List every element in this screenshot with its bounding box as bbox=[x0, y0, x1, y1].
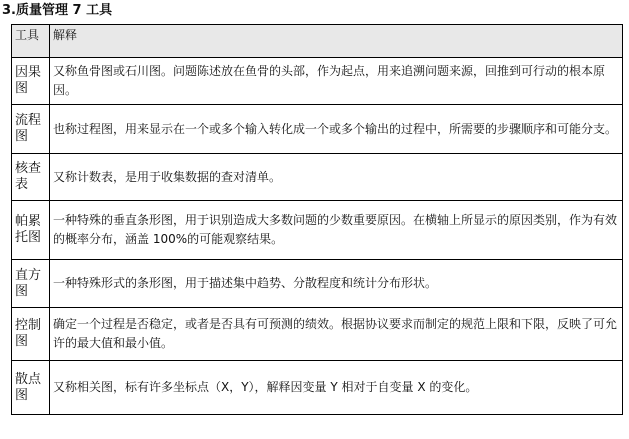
tool-description-cell: 也称过程图，用来显示在一个或多个输入转化成一个或多个输出的过程中，所需要的步骤顺序和可能分支。 bbox=[50, 105, 623, 154]
tool-description-cell: 一种特殊形式的条形图，用于描述集中趋势、分散程度和统计分布形状。 bbox=[50, 260, 623, 308]
document-title: 3.质量管理 7 工具 bbox=[2, 3, 113, 18]
tool-name-cell: 流程图 bbox=[12, 105, 50, 154]
table-row bbox=[12, 201, 623, 260]
tool-description-cell: 又称鱼骨图或石川图。问题陈述放在鱼骨的头部，作为起点，用来追溯问题来源，回推到可行动的根本原因。 bbox=[50, 58, 623, 105]
tool-name-cell: 控制图 bbox=[12, 308, 50, 361]
header-tool: 工具 bbox=[12, 25, 50, 58]
table-row bbox=[12, 105, 623, 154]
table-row bbox=[12, 361, 623, 415]
tool-name-cell: 散点图 bbox=[12, 361, 50, 415]
tool-name-cell: 直方图 bbox=[12, 260, 50, 308]
tool-description-cell: 又称计数表，是用于收集数据的查对清单。 bbox=[50, 154, 623, 201]
header-description: 解释 bbox=[50, 25, 623, 58]
quality-tools-table bbox=[11, 24, 623, 415]
table-row bbox=[12, 260, 623, 308]
tool-name-cell: 因果图 bbox=[12, 58, 50, 105]
table-row bbox=[12, 58, 623, 105]
tool-name-cell: 帕累托图 bbox=[12, 201, 50, 260]
table-row bbox=[12, 154, 623, 201]
table-row bbox=[12, 308, 623, 361]
tool-description-cell: 确定一个过程是否稳定，或者是否具有可预测的绩效。根据协议要求而制定的规范上限和下限，反映了可允许的最大值和最小值。 bbox=[50, 308, 623, 361]
tool-description-cell: 又称相关图，标有许多坐标点（X，Y），解释因变量 Y 相对于自变量 X 的变化。 bbox=[50, 361, 623, 415]
table-header-row bbox=[12, 25, 623, 58]
tool-description-cell: 一种特殊的垂直条形图，用于识别造成大多数问题的少数重要原因。在横轴上所显示的原因类别，作为有效的概率分布，涵盖 100%的可能观察结果。 bbox=[50, 201, 623, 260]
tool-name-cell: 核查表 bbox=[12, 154, 50, 201]
